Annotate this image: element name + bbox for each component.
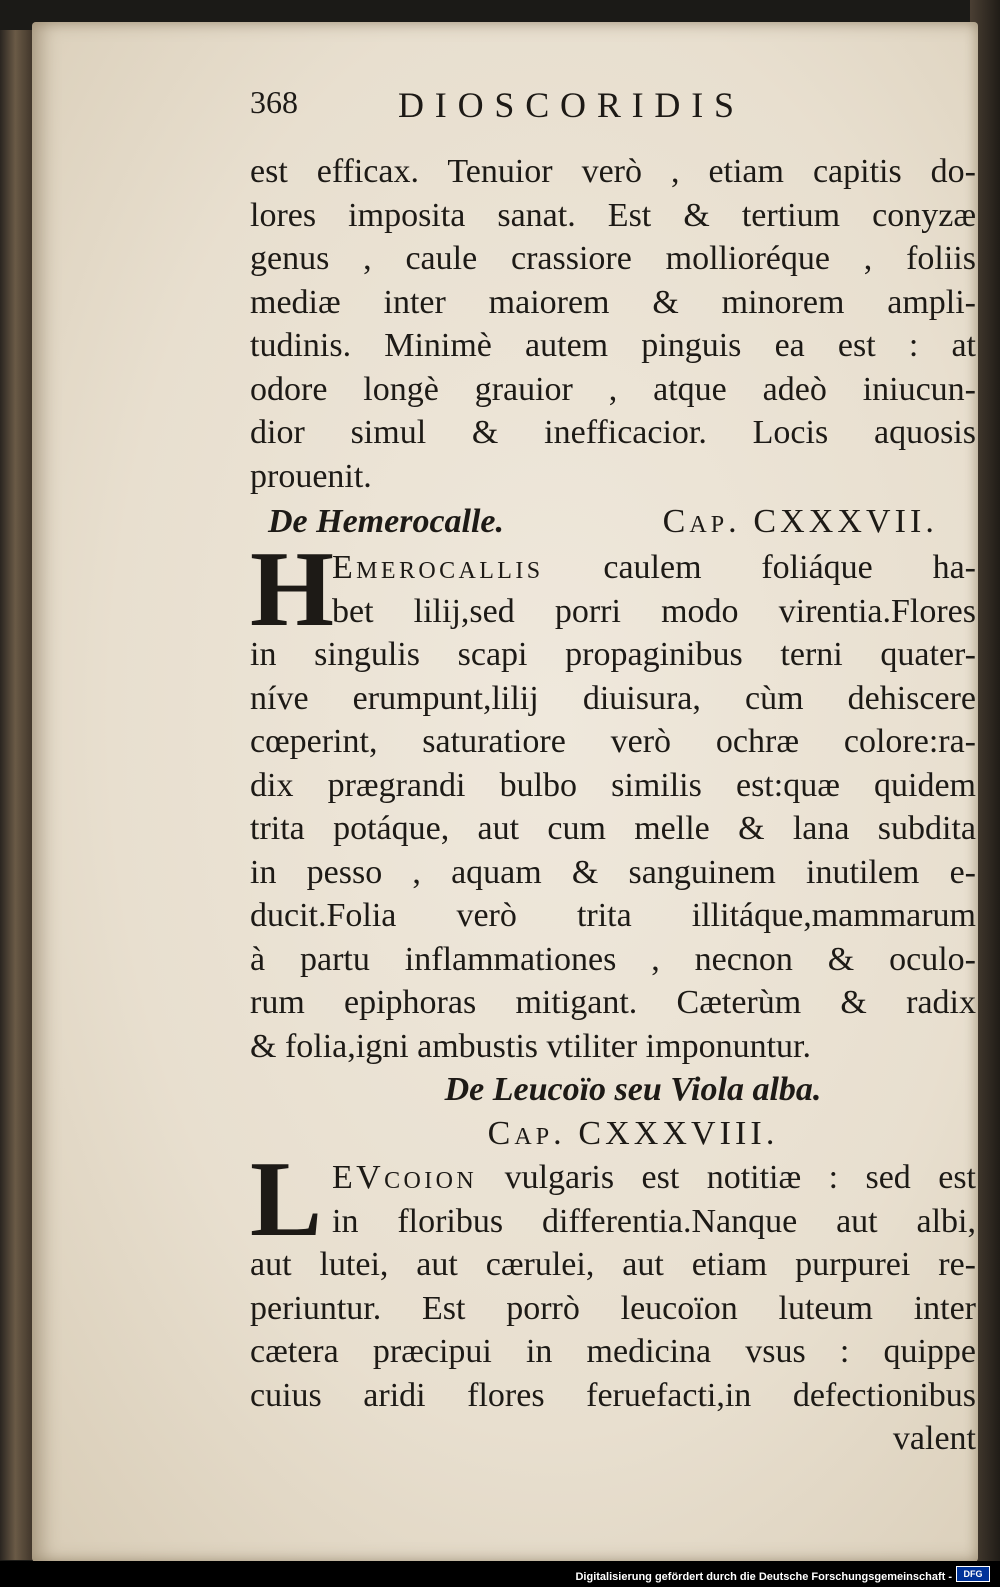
text-line: lores imposita sanat. Est & tertium conyzæ: [250, 196, 976, 234]
text-line: & folia,igni ambustis vtiliter imponuntur.: [250, 1027, 811, 1065]
text-line: periuntur. Est porrò leucoïon luteum inter: [250, 1289, 976, 1327]
line-text: caulem foliáque ha-: [603, 549, 977, 586]
book-page: [32, 22, 978, 1562]
footer-bar: [0, 1561, 1000, 1587]
chapter-137-heading: [250, 498, 976, 546]
running-head: [250, 84, 976, 150]
text-line: in singulis scapi propaginibus terni quater-: [250, 636, 976, 673]
chapter-138-number: Cap. CXXXVIII.: [487, 1115, 779, 1152]
text-line: prouenit.: [250, 457, 372, 495]
text-line: aut lutei, aut cærulei, aut etiam purpurei re-: [250, 1246, 976, 1283]
catchword: valent: [892, 1420, 976, 1457]
continuation-text: [250, 150, 976, 498]
text-line: in pesso , aquam & sanguinem inutilem e-: [250, 853, 976, 891]
chapter-137-text: [250, 530, 977, 1068]
running-title: DIOSCORIDIS: [398, 85, 745, 125]
text-line: à partu inflammationes , necnon & oculo-: [250, 940, 976, 978]
chapter-138-text: [250, 1140, 977, 1461]
text-line: odore longè grauior , atque adeò iniucun-: [250, 370, 976, 408]
chapter-title: De Hemerocalle.: [268, 503, 505, 540]
footer-credit: Digitalisierung gefördert durch die Deutsche Forschungsgemeinschaft -: [575, 1571, 952, 1583]
text-line: trita potáque, aut cum melle & lana subdita: [250, 810, 976, 847]
chapter-number: Cap. CXXXVII.: [662, 503, 938, 540]
text-line: rum epiphoras mitigant. Cæterùm & radix: [250, 984, 976, 1021]
dfg-logo: DFG: [956, 1566, 990, 1582]
text-line: níve erumpunt,lilij diuisura, cùm dehiscere: [250, 679, 976, 717]
page-number: 368: [250, 84, 298, 120]
chapter-138-title: De Leucoïo seu Viola alba.: [444, 1071, 822, 1108]
text-line: [250, 1156, 976, 1200]
drop-cap: H: [250, 530, 335, 649]
text-line: tudinis. Minimè autem pinguis ea est : at: [250, 327, 976, 364]
text-line: bet lilij,sed porri modo virentia.Flores: [332, 592, 976, 630]
line-text: vulgaris est notitiæ : sed est: [504, 1159, 977, 1196]
lead-word: Emerocallis: [332, 549, 544, 586]
drop-cap: L: [250, 1140, 323, 1259]
text-line: in floribus differentia.Nanque aut albi,: [332, 1202, 976, 1240]
text-line: ducit.Folia verò trita illitáque,mammarum: [250, 897, 976, 934]
text-line: [250, 546, 976, 590]
text-line: est efficax. Tenuior verò , etiam capitis do-: [250, 153, 976, 190]
text-line: cætera præcipui in medicina vsus : quippe: [250, 1333, 976, 1370]
text-line: genus , caule crassiore mollioréque , foliis: [250, 240, 976, 277]
text-line: cuius aridi flores feruefacti,in defectionibus: [250, 1376, 976, 1414]
text-line: cœperint, saturatiore verò ochræ colore:ra-: [250, 723, 976, 760]
text-block: [250, 84, 976, 1461]
text-line: mediæ inter maiorem & minorem ampli-: [250, 283, 976, 321]
lead-word: EVcoion: [332, 1159, 478, 1196]
book-edge-left: [0, 30, 34, 1560]
text-line: dix prægrandi bulbo similis est:quæ quidem: [250, 766, 976, 804]
text-line: dior simul & inefficacior. Locis aquosis: [250, 414, 976, 451]
